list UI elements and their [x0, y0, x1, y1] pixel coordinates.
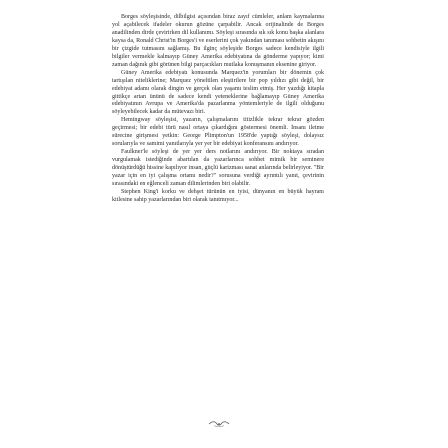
body-text [112, 14, 324, 205]
paragraph: Stephen King'i korku ve dehşet türünün en iyisi, dünyanın en büyük hayranı kitlesine sahip yazarlarından biri olarak tanıtmıyor... [112, 188, 324, 203]
decorative-flourish-icon [208, 420, 230, 428]
paragraph: Faulkner'le söyleşi de yer yer ders notlarını andırıyor. Bir noktaya sıradan vurgulamak istediğinde abartılan da yazarlarınca sohbet mimik bir seminere dönüştürdüğü hissine kapılıyor insan, güçlü karizması sanat anlarında belirleyiyor. "Bir yazar için en iyi çalışma ortamı nedir?" sorusuna verdiği ayrıntılı yanıt, çevirinin sırasındaki en eğlenceli zaman dilimlerinden biri olabilir. [112, 149, 324, 188]
paragraph: Borges söyleşisinde, dilbilgisi açısından biraz zayıf cümleler, anlam kaymalarına yol açabilecek ifadeler okurun gözüne çarpabilir. Ancak orijinalinde de Borges anadilinden dirde çevirirken dil kullanımı. Söyleşi sırasında sık sık konu başka alanlara kaysa da, Ronald Christ'in Borges'i ve eserlerini çok yakından tanıması sohbetin akışını bir çizgide tutmasını sağlamış. Bu ilginç söyleşide Borges sadece kendisiyle ilgili bilgiler vermekle kalmayıp Güney Amerika edebiyatına da gönderme yapıyor; kimi zaman dağınık gibi görünen bilgi parçacıkları mutlaka konuşmanın eksenine giriyor. [112, 14, 324, 68]
paragraph: Güney Amerika edebiyatı konusunda Marquez'in yorumları bir dönemin çok tartışılan niteliklerine; Marquez yöneltilen eleştirilere bir pop yıldızı gibi değil, bir edebiyat adamı olarak dingin ve gerçek olan yaşamı teslim etmiş. Her yazdığı kitapla gittikçe artan ününü de sadece kendi yeteneklerine bağlamayıp Güney Amerika edebiyatının Avrupa ve Amerika'da pazarlanma yöntemleriyle de ilgili olduğunu söyleyebilecek kadar da mütevazı biri. [112, 69, 324, 116]
paragraph: Hemingway söyleşisi, yazarın, çalışmalarını titizlikle tekrar tekrar gözden geçirmesi; bir edebi türü nasıl ortaya çıkardığını göstermesi önemli. İnsanı iletme sürecine girişmesi yetkin: George Plimpton'un 1958'de yaptığı söyleşi, dolaysız sorularıyla ve samimi yanıtlarıyla yer yer bir edebiyat konferansını andırıyor. [112, 117, 324, 148]
